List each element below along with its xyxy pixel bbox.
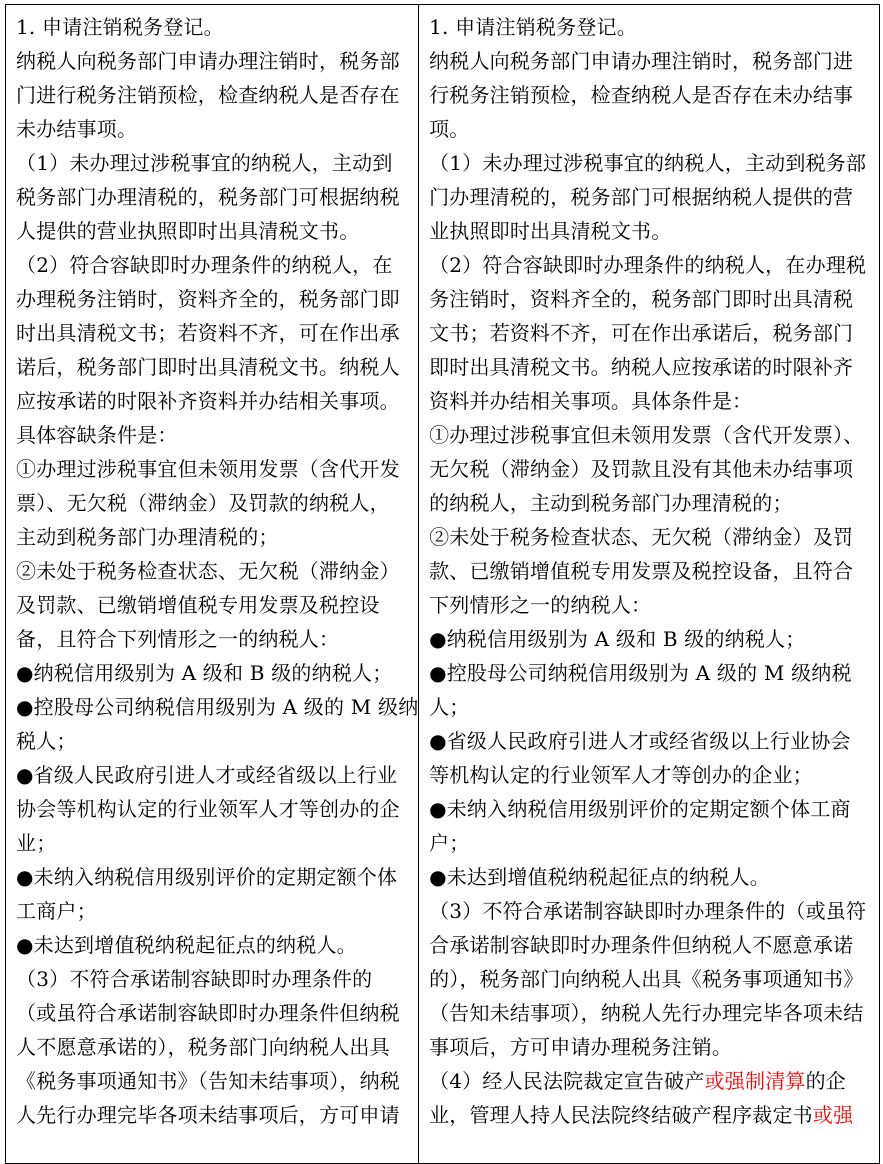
text-segment: （4）经人民法院裁定宣告破产 [429,1069,705,1093]
paragraph: 1. 申请注销税务登记。 [429,15,637,39]
paragraph: （3）不符合承诺制容缺即时办理条件的（或虽符 合承诺制容缺即时办理条件但纳税人不愿意承诺 的），税务部门向纳税人出具《税务事项通知书》 （告知未结事项），纳税人先行办理完毕各项未结 事项后，方可申请办理税务注销。 [429,899,867,1059]
paragraph: ●未纳入纳税信用级别评价的定期定额个体 工商户； [16,865,398,923]
paragraph: （1）未办理过涉税事宜的纳税人，主动到税务部 门办理清税的，税务部门可根据纳税人提供的营 业执照即时出具清税文书。 [429,151,867,243]
paragraph: （3）不符合承诺制容缺即时办理条件的 （或虽符合承诺制容缺即时办理条件但纳税 人不愿意承诺的），税务部门向纳税人出具 《税务事项通知书》（告知未结事项），纳税 人先行办理完毕各项未结事项后，方可申请 [16,967,400,1127]
paragraph: ●省级人民政府引进人才或经省级以上行业协会 等机构认定的行业领军人才等创办的企业； [429,729,851,787]
left-column-old-text [6,5,419,1163]
right-paragraphs [429,10,879,1064]
paragraph-bankruptcy-item [429,1064,879,1132]
highlighted-added-text: 或强 [812,1103,854,1127]
paragraph: ①办理过涉税事宜但未领用发票（含代开发 票）、无欠税（滞纳金）及罚款的纳税人， 主动到税务部门办理清税的； [16,457,400,549]
comparison-table [5,4,880,1164]
paragraph: ●未达到增值税纳税起征点的纳税人。 [429,865,770,889]
paragraph: （1）未办理过涉税事宜的纳税人，主动到 税务部门办理清税的，税务部门可根据纳税 人提供的营业执照即时出具清税文书。 [16,151,400,243]
paragraph: ●未达到增值税纳税起征点的纳税人。 [16,933,357,957]
paragraph: （2）符合容缺即时办理条件的纳税人，在办理税 务注销时，资料齐全的，税务部门即时出具清税 文书；若资料不齐，可在作出承诺后，税务部门 即时出具清税文书。纳税人应按承诺的时限补齐 资料并办结相关事项。具体条件是： [429,253,867,413]
paragraph: 1. 申请注销税务登记。 [16,15,224,39]
paragraph: ②未处于税务检查状态、无欠税（滞纳金）及罚 款、已缴销增值税专用发票及税控设备，且符合 下列情形之一的纳税人： [429,525,854,617]
paragraph: ●控股母公司纳税信用级别为 A 级的 M 级纳税 人； [429,661,852,719]
highlighted-added-text: 或强制清算 [704,1069,806,1093]
paragraph: 纳税人向税务部门申请办理注销时，税务部 门进行税务注销预检，检查纳税人是否存在 未办结事项。 [16,49,400,141]
paragraph: ②未处于税务检查状态、无欠税（滞纳金） 及罚款、已缴销增值税专用发票及税控设 备，且符合下列情形之一的纳税人： [16,559,400,651]
paragraph: ①办理过涉税事宜但未领用发票（含代开发票）、 无欠税（滞纳金）及罚款且没有其他未办结事项 的纳税人，主动到税务部门办理清税的； [429,423,864,515]
paragraph: ●纳税信用级别为 A 级和 B 级的纳税人； [16,661,393,685]
paragraph: ●纳税信用级别为 A 级和 B 级的纳税人； [429,627,806,651]
paragraph: （2）符合容缺即时办理条件的纳税人，在 办理税务注销时，资料齐全的，税务部门即 时出具清税文书；若资料不齐，可在作出承 诺后，税务部门即时出具清税文书。纳税人 应按承诺的时限补齐资料并办结相关事项。 具体容缺条件是： [16,253,400,447]
paragraph: ●未纳入纳税信用级别评价的定期定额个体工商 户； [429,797,851,855]
right-column-new-text [419,5,879,1163]
paragraph: ●省级人民政府引进人才或经省级以上行业 协会等机构认定的行业领军人才等创办的企 业； [16,763,400,855]
paragraph: ●控股母公司纳税信用级别为 A 级的 M 级纳 税人； [16,695,419,753]
paragraph: 纳税人向税务部门申请办理注销时，税务部门进 行税务注销预检，检查纳税人是否存在未办结事 项。 [429,49,854,141]
text-segment: 的企 业，管理人持人民法院终结破产程序裁定书 [429,1069,846,1127]
